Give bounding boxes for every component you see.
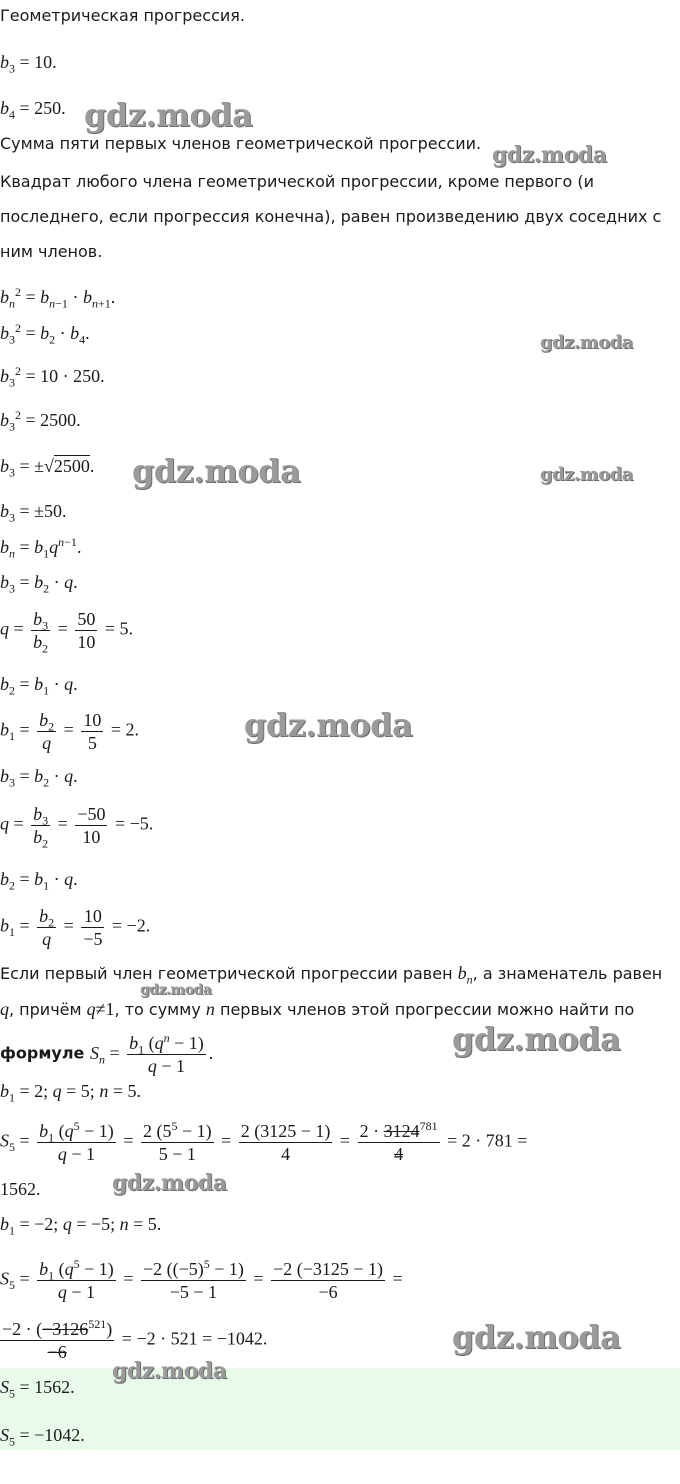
- formula-bn: $b_n = b_1q^{n-1}$.: [0, 535, 82, 561]
- watermark: gdz.moda: [540, 464, 633, 485]
- watermark: gdz.moda: [112, 1358, 227, 1384]
- watermark: gdz.moda: [140, 982, 212, 998]
- case-1-result: 1562.: [0, 1179, 41, 1199]
- formula-q-negative: q = $\frac{b_3}{b_2}$ = $\frac{-50}{10}$ = −5.: [0, 804, 154, 851]
- watermark: gdz.moda: [540, 332, 633, 353]
- answer-box: [0, 1368, 680, 1450]
- watermark: gdz.moda: [492, 142, 607, 168]
- formula-b1-positive: $b_1$ = $\frac{b_2}{q}$ = $\frac{10}{5}$ = 2.: [0, 710, 139, 753]
- given-b4: $b_4 = 250$.: [0, 98, 66, 122]
- formula-b2-q: $b_2 = b_1 \cdot q$.: [0, 674, 78, 698]
- formula-b3-q: $b_3 = b_2 \cdot q$.: [0, 572, 78, 596]
- case-1-values: $b_1 = 2$; q = 5; n = 5.: [0, 1081, 141, 1105]
- formula-b3sq-values: $b_3^2 = 10 \cdot 250$.: [0, 364, 105, 390]
- formula-b3sq: $b_3^2 = b_2 \cdot b_4$.: [0, 321, 90, 347]
- watermark: gdz.moda: [84, 96, 253, 134]
- given-b3: $b_3 = 10$.: [0, 52, 57, 76]
- watermark: gdz.moda: [452, 1020, 621, 1058]
- formula-b1-negative: $b_1$ = $\frac{b_2}{q}$ = $\frac{10}{-5}$ = −2.: [0, 906, 151, 949]
- property-text-3: ним членов.: [0, 242, 103, 261]
- formula-b3sq-result: $b_3^2 = 2500$.: [0, 408, 81, 434]
- watermark: gdz.moda: [244, 706, 413, 744]
- watermark: gdz.moda: [452, 1318, 621, 1356]
- answer-2: $S_5 = -1042$.: [0, 1425, 85, 1449]
- formula-b3-q-2: $b_3 = b_2 \cdot q$.: [0, 766, 78, 790]
- formula-q-positive: q = $\frac{b_3}{b_2}$ = $\frac{50}{10}$ = 5.: [0, 609, 133, 656]
- case-2-sum-cont: $\frac{-2 \cdot (-3126^{521})}{-6}$ = −2 · 521 = −1042.: [2, 1317, 268, 1362]
- property-text-1: Квадрат любого члена геометрической прогрессии, кроме первого (и: [0, 172, 594, 191]
- answer-1: $S_5 = 1562$.: [0, 1377, 75, 1401]
- sum-text-1: Если первый член геометрической прогрессии равен $b_n$, а знаменатель равен: [0, 963, 663, 987]
- title: Геометрическая прогрессия.: [0, 6, 245, 25]
- formula-b3-root: $b_3 = \pm√2500$.: [0, 456, 95, 480]
- sum-text-2: q, причём q≠1, то сумму n первых членов этой прогрессии можно найти по: [0, 999, 635, 1019]
- case-2-sum: $S_5$ = $\frac{b_1 (q^5 - 1)}{q - 1}$ = $\frac{-2 ((-5)^5 - 1)}{-5 - 1}$ = $\frac{-2 (-3125 - 1)}{-6}$ =: [0, 1257, 403, 1302]
- formula-property: $b_n^2 = b_{n-1} \cdot b_{n+1}$.: [0, 285, 116, 311]
- case-2-values: $b_1 = -2$; q = −5; n = 5.: [0, 1214, 162, 1238]
- case-1-sum: $S_5$ = $\frac{b_1 (q^5 - 1)}{q - 1}$ = $\frac{2 (5^5 - 1)}{5 - 1}$ = $\frac{2 (3125 - 1)}{4}$ = $\frac{2 \cdot 3124^{781}}{4}$ = 2 · 781 =: [0, 1119, 528, 1164]
- formula-b2-q-2: $b_2 = b_1 \cdot q$.: [0, 869, 78, 893]
- property-text-2: последнего, если прогрессия конечна), равен произведению двух соседних с: [0, 207, 662, 226]
- watermark: gdz.moda: [132, 452, 301, 490]
- sum-text-3: формуле $S_n$ = $\frac{b_1 (q^n - 1)}{q - 1}$ .: [0, 1031, 214, 1076]
- task-text: Сумма пяти первых членов геометрической прогрессии.: [0, 134, 482, 153]
- watermark: gdz.moda: [112, 1170, 227, 1196]
- formula-b3-result: $b_3 = \pm 50$.: [0, 501, 67, 525]
